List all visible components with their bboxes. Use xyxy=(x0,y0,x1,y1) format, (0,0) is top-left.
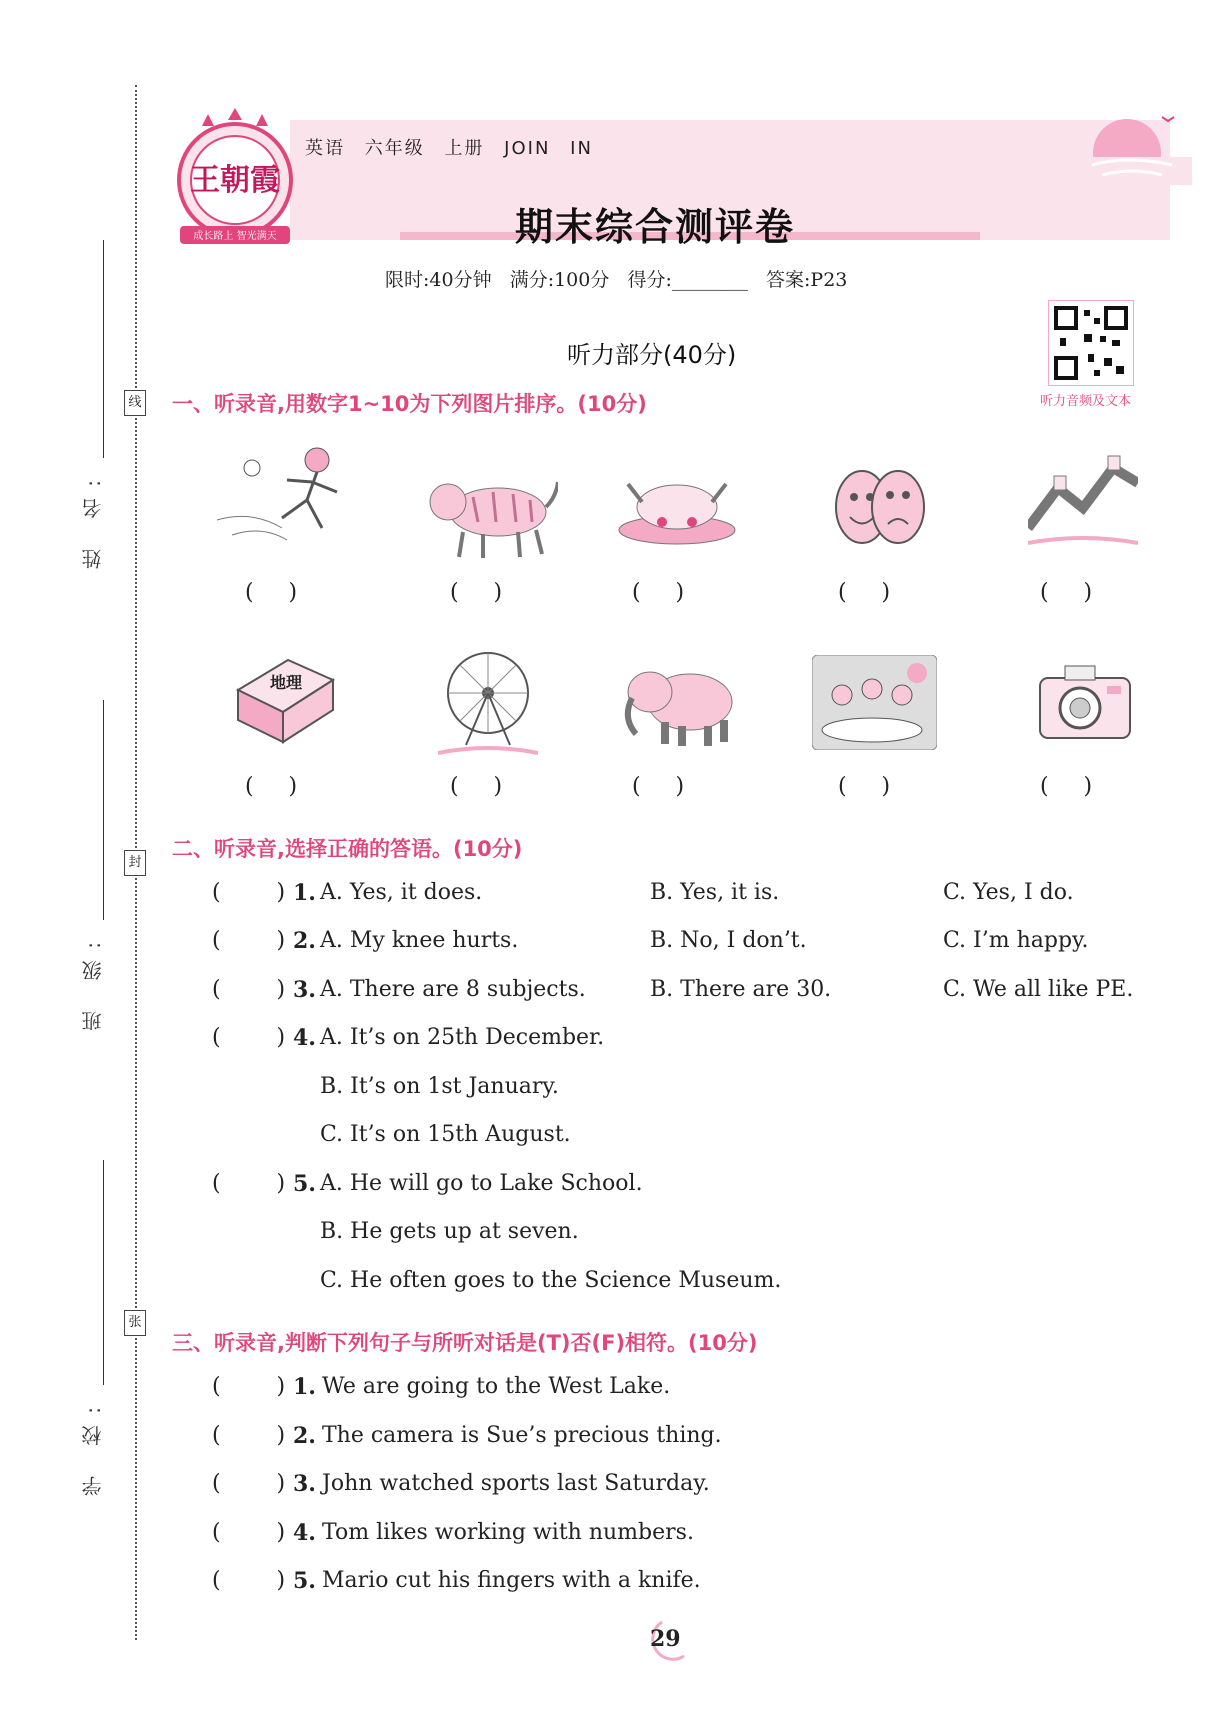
part2-num-1: 1. xyxy=(293,880,316,906)
part2-num-4: 4. xyxy=(293,1025,316,1051)
school-label: 学 校: xyxy=(81,1395,105,1497)
listening-section-title: 听力部分(40分) xyxy=(567,341,737,369)
logo-name: 王朝霞 xyxy=(190,163,280,198)
part2-paren-4[interactable]: ( ) xyxy=(212,1025,286,1050)
exam-info-line: 限时:40分钟 满分:100分 得分:________ 答案:P23 xyxy=(385,269,848,291)
part1-paren-6[interactable]: ( ) xyxy=(245,774,298,799)
binding-char-line: 线 xyxy=(124,390,146,416)
part1-paren-4[interactable]: ( ) xyxy=(838,580,891,605)
part2-num-5: 5. xyxy=(293,1171,316,1197)
part3-num-3: 3. xyxy=(293,1471,316,1497)
class-fill-line[interactable] xyxy=(103,700,104,920)
part3-statement-4: Tom likes working with numbers. xyxy=(322,1520,694,1545)
part2-q1-option-b: B. Yes, it is. xyxy=(650,880,780,905)
part3-paren-1[interactable]: ( ) xyxy=(212,1374,286,1399)
part1-paren-5[interactable]: ( ) xyxy=(1040,580,1093,605)
part1-paren-8[interactable]: ( ) xyxy=(632,774,685,799)
happy-sad-faces-picture xyxy=(830,462,930,552)
part3-num-4: 4. xyxy=(293,1520,316,1546)
brand-logo xyxy=(172,108,298,248)
part1-paren-10[interactable]: ( ) xyxy=(1040,774,1093,799)
page-title: 期末综合测评卷 xyxy=(515,205,796,249)
qr-caption: 听力音频及文本 xyxy=(1040,394,1132,409)
part2-q5-option-b: B. He gets up at seven. xyxy=(320,1219,579,1244)
book-title-text: 地理 xyxy=(269,673,303,692)
part1-title: 一、听录音,用数字1~10为下列图片排序。(10分) xyxy=(172,392,647,416)
part2-paren-3[interactable]: ( ) xyxy=(212,977,286,1002)
part2-q2-option-c: C. I’m happy. xyxy=(943,928,1089,953)
logo-slogan: 成长路上 智光满天 xyxy=(193,231,277,242)
part3-statement-2: The camera is Sue’s precious thing. xyxy=(322,1423,722,1448)
part1-paren-9[interactable]: ( ) xyxy=(838,774,891,799)
qr-code[interactable] xyxy=(1048,300,1134,386)
turkey-dish-picture xyxy=(612,462,742,552)
part3-statement-5: Mario cut his fingers with a knife. xyxy=(322,1568,701,1593)
part3-title: 三、听录音,判断下列句子与所听对话是(T)否(F)相符。(10分) xyxy=(172,1331,758,1355)
part2-q1-option-a: A. Yes, it does. xyxy=(320,880,483,905)
part2-q4-option-a: A. It’s on 25th December. xyxy=(320,1025,605,1050)
camera-picture xyxy=(1035,660,1135,745)
class-label: 班 级: xyxy=(81,930,105,1032)
part3-paren-4[interactable]: ( ) xyxy=(212,1520,286,1545)
subject-line: 英语 六年级 上册 JOIN IN xyxy=(305,138,593,159)
name-label: 姓 名: xyxy=(81,468,105,570)
part2-q5-option-a: A. He will go to Lake School. xyxy=(320,1171,643,1196)
part1-paren-7[interactable]: ( ) xyxy=(450,774,503,799)
part2-q3-option-b: B. There are 30. xyxy=(650,977,832,1002)
sunset-decoration xyxy=(1082,105,1192,185)
part3-num-1: 1. xyxy=(293,1374,316,1400)
page-number: 29 xyxy=(650,1626,681,1652)
part2-num-2: 2. xyxy=(293,928,316,954)
binding-char-sheet: 张 xyxy=(124,1310,146,1336)
soccer-player-picture xyxy=(212,440,352,550)
binding-char-seal: 封 xyxy=(124,850,146,876)
part3-paren-5[interactable]: ( ) xyxy=(212,1568,286,1593)
great-wall-picture xyxy=(1028,448,1138,548)
elephant-picture xyxy=(620,660,740,750)
part2-q4-option-c: C. It’s on 15th August. xyxy=(320,1122,571,1147)
family-dinner-picture xyxy=(812,655,937,750)
part1-paren-3[interactable]: ( ) xyxy=(632,580,685,605)
part3-paren-3[interactable]: ( ) xyxy=(212,1471,286,1496)
name-fill-line[interactable] xyxy=(103,240,104,458)
part2-num-3: 3. xyxy=(293,977,316,1003)
part2-q5-option-c: C. He often goes to the Science Museum. xyxy=(320,1268,782,1293)
part3-paren-2[interactable]: ( ) xyxy=(212,1423,286,1448)
part3-statement-1: We are going to the West Lake. xyxy=(322,1374,671,1399)
part3-num-5: 5. xyxy=(293,1568,316,1594)
part3-statement-3: John watched sports last Saturday. xyxy=(322,1471,710,1496)
ferris-wheel-picture xyxy=(438,645,538,760)
part2-paren-1[interactable]: ( ) xyxy=(212,880,286,905)
geography-book-picture xyxy=(228,650,338,750)
school-fill-line[interactable] xyxy=(103,1160,104,1385)
part2-q2-option-b: B. No, I don’t. xyxy=(650,928,807,953)
part1-paren-2[interactable]: ( ) xyxy=(450,580,503,605)
part2-q3-option-c: C. We all like PE. xyxy=(943,977,1134,1002)
part3-num-2: 2. xyxy=(293,1423,316,1449)
part1-paren-1[interactable]: ( ) xyxy=(245,580,298,605)
part2-q3-option-a: A. There are 8 subjects. xyxy=(320,977,586,1002)
part2-q1-option-c: C. Yes, I do. xyxy=(943,880,1074,905)
part2-paren-5[interactable]: ( ) xyxy=(212,1171,286,1196)
part2-q4-option-b: B. It’s on 1st January. xyxy=(320,1074,559,1099)
part2-title: 二、听录音,选择正确的答语。(10分) xyxy=(172,837,523,861)
tiger-picture xyxy=(418,462,558,562)
part2-paren-2[interactable]: ( ) xyxy=(212,928,286,953)
part2-q2-option-a: A. My knee hurts. xyxy=(320,928,519,953)
